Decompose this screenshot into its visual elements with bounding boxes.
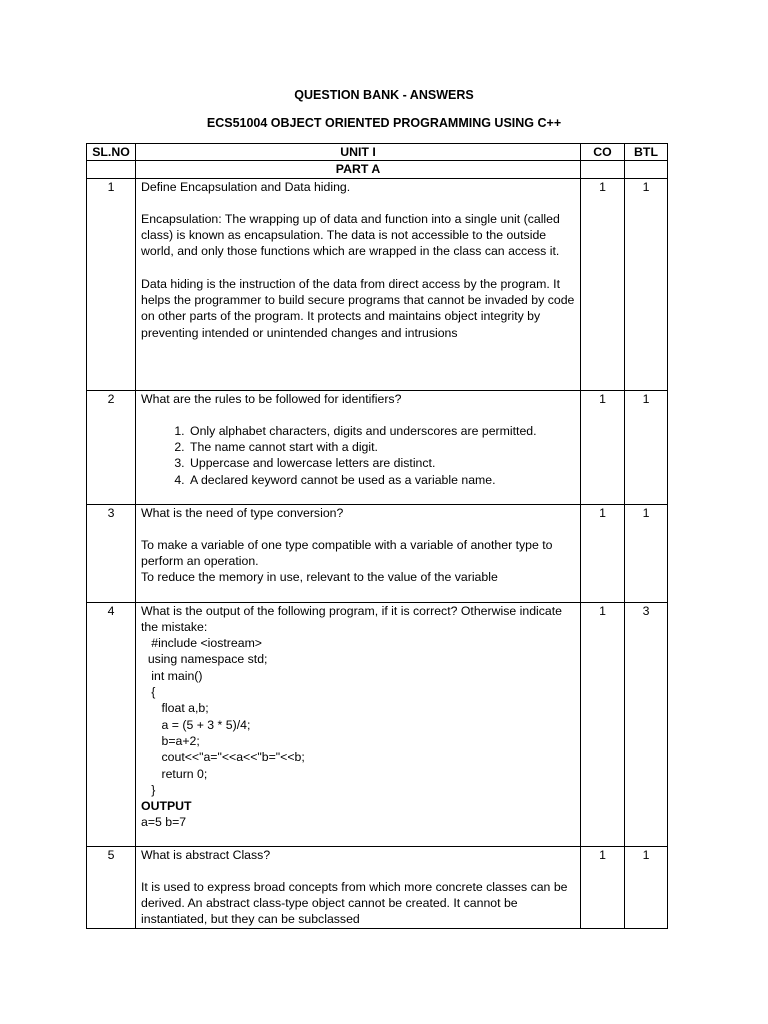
table-row (87, 504, 668, 602)
row-slno: 2 (87, 390, 136, 504)
part-label: PART A (136, 161, 581, 178)
list-item: 1. Only alphabet characters, digits and underscores are permitted. (188, 423, 575, 439)
table-row (87, 390, 668, 504)
row-btl: 3 (625, 602, 668, 846)
code-line: b=a+2; (141, 733, 200, 748)
question-text: What is the output of the following program, if it is correct? Otherwise indicate the mistake: (141, 603, 563, 634)
answer-text: To reduce the memory in use, relevant to the value of the variable (141, 570, 498, 585)
row-co: 1 (581, 504, 625, 602)
code-line: float a,b; (141, 701, 209, 716)
row-co: 1 (581, 178, 625, 390)
question-text: Define Encapsulation and Data hiding. (141, 179, 351, 194)
code-line: int main() (141, 668, 203, 683)
question-table (86, 143, 668, 929)
list-item: 3. Uppercase and lowercase letters are distinct. (188, 455, 575, 471)
code-line: return 0; (141, 766, 208, 781)
header-btl: BTL (625, 144, 668, 161)
row-co: 1 (581, 390, 625, 504)
row-slno: 5 (87, 846, 136, 928)
answer-text: Data hiding is the instruction of the data from direct access by the program. It helps the programmer to build secure programs that cannot be invaded by code on other parts of the program. It protects and maintains object integrity by preventing intended or unintended changes and intrusions (141, 276, 575, 340)
row-co: 1 (581, 602, 625, 846)
row-slno: 3 (87, 504, 136, 602)
code-block (141, 635, 575, 798)
row-btl: 1 (625, 390, 668, 504)
rules-list (141, 423, 575, 488)
code-line: { (141, 685, 156, 700)
table-row (87, 602, 668, 846)
table-row (87, 178, 668, 390)
header-slno: SL.NO (87, 144, 136, 161)
code-line: using namespace std; (141, 652, 268, 667)
table-row (87, 846, 668, 928)
row-content (136, 390, 581, 504)
row-co: 1 (581, 846, 625, 928)
question-text: What is abstract Class? (141, 847, 271, 862)
row-btl: 1 (625, 846, 668, 928)
answer-text: Encapsulation: The wrapping up of data and function into a single unit (called class) is known as encapsulation. The data is not accessible to the outside world, and only those functions which are wrapped in the class can access it. (141, 211, 560, 259)
row-btl: 1 (625, 178, 668, 390)
table-header-row (87, 144, 668, 161)
code-line: #include <iostream> (141, 636, 262, 651)
question-text: What are the rules to be followed for identifiers? (141, 391, 402, 406)
row-content (136, 602, 581, 846)
row-slno: 4 (87, 602, 136, 846)
course-title: ECS51004 OBJECT ORIENTED PROGRAMMING USING C++ (206, 116, 562, 130)
answer-text: It is used to express broad concepts from which more concrete classes can be derived. An abstract class-type object cannot be created. It cannot be instantiated, but they can be subclassed (141, 879, 568, 927)
row-content (136, 504, 581, 602)
code-line: a = (5 + 3 * 5)/4; (141, 717, 251, 732)
row-content (136, 178, 581, 390)
code-line: cout<<"a="<<a<<"b="<<b; (141, 750, 305, 765)
row-content (136, 846, 581, 928)
output-text: a=5 b=7 (141, 815, 187, 830)
question-text: What is the need of type conversion? (141, 505, 344, 520)
row-btl: 1 (625, 504, 668, 602)
header-unit: UNIT I (136, 144, 581, 161)
output-label: OUTPUT (141, 799, 192, 814)
list-item: 4. A declared keyword cannot be used as a variable name. (188, 472, 575, 488)
answer-text: To make a variable of one type compatible with a variable of another type to perform an operation. (141, 537, 553, 569)
list-item: 2. The name cannot start with a digit. (188, 439, 575, 455)
page-title: QUESTION BANK - ANSWERS (294, 88, 474, 102)
header-co: CO (581, 144, 625, 161)
code-line: } (141, 782, 156, 797)
part-row (87, 161, 668, 178)
row-slno: 1 (87, 178, 136, 390)
